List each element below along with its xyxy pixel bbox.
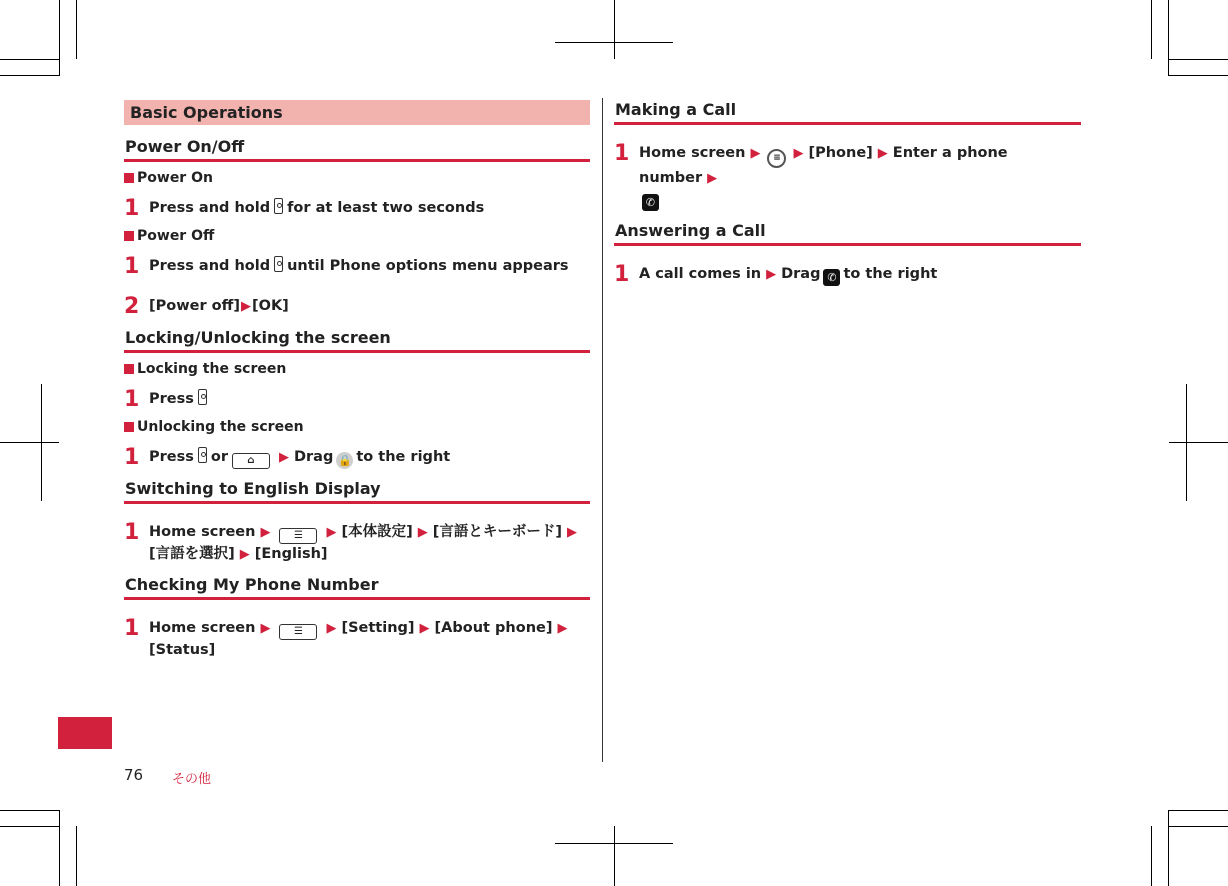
arrow-icon: ▶ [260,621,271,636]
crop-mark [0,59,59,60]
arrow-icon: ▶ [793,146,804,161]
chapter-label: その他 [172,772,212,787]
heading-call: Making a Call [614,100,1081,125]
step-number: 1 [614,141,630,166]
crop-mark [41,384,42,501]
heading-english: Switching to English Display [124,479,590,504]
crop-mark [59,810,60,886]
arrow-icon: ▶ [260,525,271,540]
step-locking: 1 Press [124,389,590,411]
crop-mark [0,826,59,827]
crop-mark [614,0,615,59]
heading-lock: Locking/Unlocking the screen [124,328,590,353]
menu-key-icon: ☰ [279,528,317,544]
crop-mark [76,0,77,59]
right-column [614,100,1081,286]
phone-icon: ✆ [823,269,840,286]
arrow-icon: ▶ [766,267,777,282]
step-number-check: 1 Home screen ▶ ☰ ▶ [Setting] ▶ [About phone] ▶ [Status] [124,618,590,661]
bullet-square-icon [124,364,134,374]
arrow-icon: ▶ [239,547,250,562]
crop-mark [614,826,615,886]
crop-mark [1186,384,1187,501]
arrow-icon: ▶ [877,146,888,161]
apps-icon: ≡ [767,149,786,168]
step-number: 1 [124,520,140,545]
arrow-icon: ▶ [557,621,568,636]
heading-answer: Answering a Call [614,221,1081,246]
arrow-icon: ▶ [326,621,337,636]
crop-mark [1169,59,1228,60]
step-power-off-1: 1 Press and hold until Phone options menu appears [124,254,569,279]
arrow-icon: ▶ [240,299,251,314]
arrow-icon: ▶ [567,525,577,540]
step-power-on: 1 Press and hold for at least two seconds [124,196,485,221]
sub-power-on: Power On [124,170,590,186]
crop-mark [0,810,59,811]
lock-icon: 🔒 [338,454,352,467]
crop-mark [1169,810,1228,811]
sub-unlocking: Unlocking the screen [124,419,590,435]
step-number: 1 [614,262,630,287]
arrow-icon: ▶ [707,171,718,186]
crop-mark [1169,826,1228,827]
step-number: 1 [124,616,140,641]
arrow-icon: ▶ [326,525,337,540]
power-key-icon [274,198,283,214]
bullet-square-icon [124,231,134,241]
step-number: 1 [124,196,140,221]
step-english: 1 Home screen ▶ ☰ ▶ [本体設定] ▶ [言語とキーボード] ▶ [言語を選択] ▶ [English] [124,522,590,565]
home-key-icon: ⌂ [232,453,270,469]
sub-power-off: Power Off [124,228,590,244]
step-power-off-2: 2 [Power off]▶[OK] [124,294,289,319]
crop-mark [1168,0,1169,76]
heading-power: Power On/Off [124,137,590,162]
arrow-icon: ▶ [279,450,289,465]
arrow-icon: ▶ [417,525,428,540]
heading-number: Checking My Phone Number [124,575,590,600]
bullet-square-icon [124,173,134,183]
step-number: 1 [124,254,140,279]
crop-mark [1168,810,1169,886]
step-number: 2 [124,294,140,319]
left-column [124,100,590,661]
step-answer: 1 A call comes in ▶ Drag ✆ to the right [614,262,938,287]
power-key-icon [198,447,207,463]
step-number: 1 [124,445,140,470]
bullet-square-icon [124,422,134,432]
column-divider [602,98,603,762]
step-number: 1 [124,387,140,412]
crop-mark [1169,75,1228,76]
step-unlocking: 1 Press or ⌂ ▶ Drag 🔒 to the right [124,445,451,470]
crop-mark [0,75,59,76]
crop-mark [76,826,77,886]
step-call: 1 Home screen ▶ ≡ ▶ [Phone] ▶ Enter a phone number ▶ ✆ [614,141,1008,209]
arrow-icon: ▶ [419,621,430,636]
crop-mark [59,0,60,76]
crop-mark [1151,826,1152,886]
section-banner: Basic Operations [124,100,590,125]
sub-locking: Locking the screen [124,361,590,377]
power-key-icon [198,389,207,405]
arrow-icon: ▶ [750,146,761,161]
chapter-tab [58,717,112,749]
phone-icon: ✆ [642,194,659,211]
menu-key-icon: ☰ [279,624,317,640]
power-key-icon [274,256,283,272]
crop-mark [1169,442,1228,443]
crop-mark [1151,0,1152,59]
crop-mark [0,442,59,443]
page-number: 76 [124,766,144,784]
